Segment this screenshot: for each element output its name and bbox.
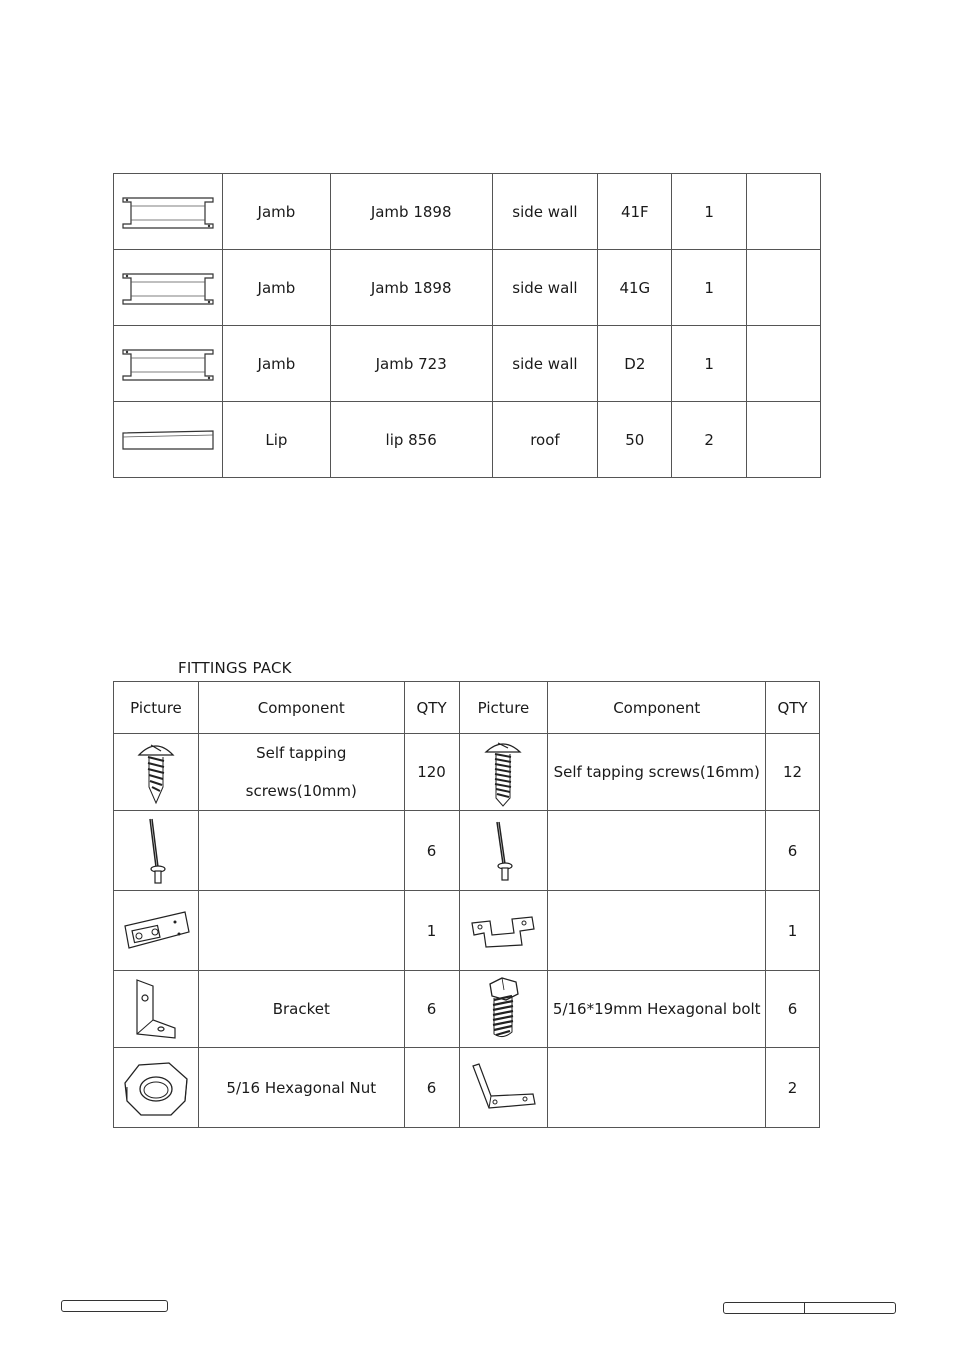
fitting-picture (114, 811, 199, 891)
hexagonal-bolt-icon (478, 974, 528, 1044)
latch-plate-icon (119, 906, 193, 956)
part-component: Lip (222, 402, 330, 478)
table-row (114, 1048, 820, 1128)
fitting-component-line1: Self tapping (256, 744, 347, 762)
fitting-component: Self tapping screws(16mm) (548, 734, 766, 811)
column-header: Picture (114, 682, 199, 734)
table-row (114, 402, 821, 478)
fittings-pack-title: FITTINGS PACK (178, 659, 292, 677)
fitting-component: 5/16 Hexagonal Nut (198, 1048, 404, 1128)
table-row (114, 891, 820, 971)
fitting-picture (114, 971, 199, 1048)
part-code: lip 856 (330, 402, 492, 478)
table-row (114, 971, 820, 1048)
fitting-component (198, 891, 404, 971)
parts-table (113, 173, 821, 478)
fitting-component (548, 891, 766, 971)
jamb-profile-icon (119, 192, 217, 232)
rivet-icon (483, 818, 523, 884)
part-extra (747, 326, 821, 402)
fitting-picture (459, 1048, 548, 1128)
part-number: 41F (598, 174, 672, 250)
part-number: 50 (598, 402, 672, 478)
table-row (114, 734, 820, 811)
part-extra (747, 250, 821, 326)
jamb-profile-icon (119, 268, 217, 308)
table-row (114, 174, 821, 250)
table-row (114, 250, 821, 326)
part-component: Jamb (222, 250, 330, 326)
fitting-picture (114, 891, 199, 971)
fitting-qty: 12 (766, 734, 820, 811)
fitting-picture (459, 971, 548, 1048)
fitting-component (548, 811, 766, 891)
column-header: QTY (766, 682, 820, 734)
part-code: Jamb 723 (330, 326, 492, 402)
part-location: side wall (492, 174, 598, 250)
fitting-qty: 6 (766, 971, 820, 1048)
fitting-component (198, 734, 404, 811)
column-header: Component (548, 682, 766, 734)
table-row (114, 811, 820, 891)
part-code: Jamb 1898 (330, 250, 492, 326)
self-tapping-screw-short-icon (131, 737, 181, 807)
part-location: side wall (492, 326, 598, 402)
fitting-component (198, 811, 404, 891)
self-tapping-screw-long-icon (478, 736, 528, 808)
fitting-picture (459, 811, 548, 891)
fitting-qty: 6 (404, 971, 459, 1048)
footer-box-left (61, 1300, 168, 1312)
fitting-picture (459, 891, 548, 971)
table-header-row (114, 682, 820, 734)
fitting-picture (459, 734, 548, 811)
fitting-picture (114, 734, 199, 811)
footer-box-right (723, 1302, 896, 1314)
fitting-picture (114, 1048, 199, 1128)
fitting-qty: 6 (404, 1048, 459, 1128)
fitting-component (548, 1048, 766, 1128)
part-qty: 1 (672, 174, 747, 250)
part-location: roof (492, 402, 598, 478)
part-number: D2 (598, 326, 672, 402)
part-component: Jamb (222, 326, 330, 402)
table-row (114, 326, 821, 402)
fitting-qty: 120 (404, 734, 459, 811)
part-picture (114, 174, 223, 250)
fitting-component: 5/16*19mm Hexagonal bolt (548, 971, 766, 1048)
part-number: 41G (598, 250, 672, 326)
hexagonal-nut-icon (119, 1057, 193, 1119)
part-extra (747, 402, 821, 478)
fitting-qty: 6 (766, 811, 820, 891)
part-picture (114, 250, 223, 326)
part-location: side wall (492, 250, 598, 326)
part-extra (747, 174, 821, 250)
fitting-qty: 2 (766, 1048, 820, 1128)
lip-profile-icon (119, 425, 217, 455)
part-picture (114, 402, 223, 478)
part-qty: 1 (672, 326, 747, 402)
fitting-component: Bracket (198, 971, 404, 1048)
fittings-table (113, 681, 820, 1128)
footer-box-divider (804, 1303, 805, 1313)
jamb-profile-icon (119, 344, 217, 384)
column-header: Component (198, 682, 404, 734)
column-header: Picture (459, 682, 548, 734)
part-qty: 2 (672, 402, 747, 478)
fitting-qty: 1 (404, 891, 459, 971)
column-header: QTY (404, 682, 459, 734)
angle-bracket-icon (131, 976, 181, 1042)
l-bracket-icon (467, 1060, 539, 1116)
part-qty: 1 (672, 250, 747, 326)
rivet-icon (136, 815, 176, 887)
part-component: Jamb (222, 174, 330, 250)
part-code: Jamb 1898 (330, 174, 492, 250)
omega-bracket-icon (468, 911, 538, 951)
fitting-qty: 6 (404, 811, 459, 891)
fitting-component-line2: screws(10mm) (245, 782, 357, 800)
part-picture (114, 326, 223, 402)
fitting-qty: 1 (766, 891, 820, 971)
